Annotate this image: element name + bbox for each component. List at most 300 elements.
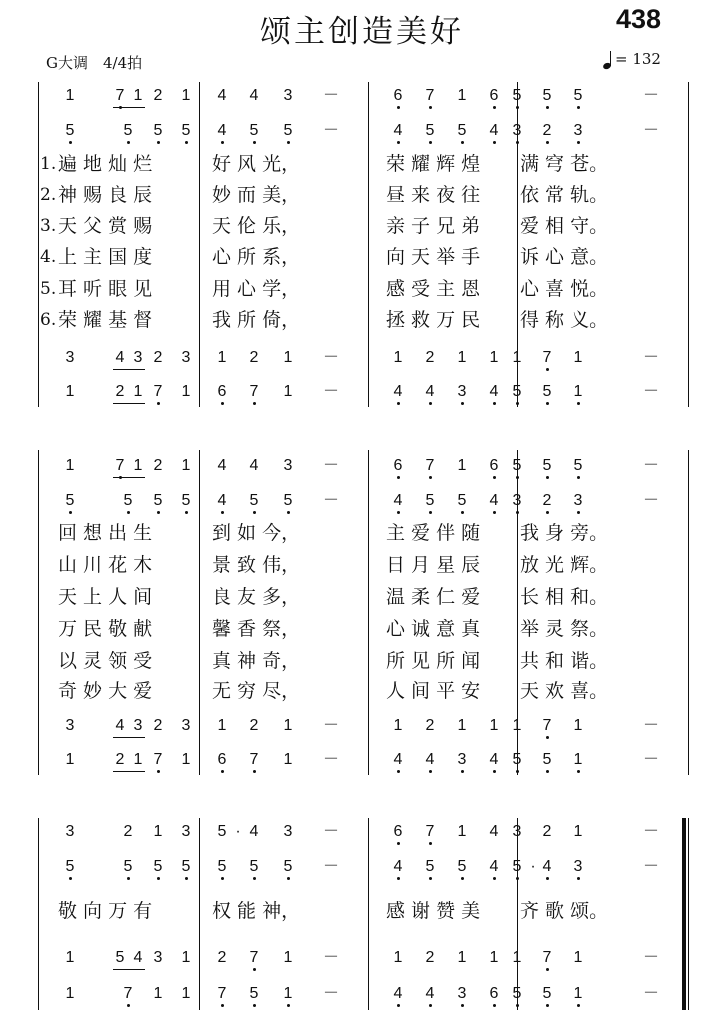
octave-dot-low: [69, 877, 72, 880]
note-number: 2: [115, 751, 125, 768]
note-number: 7: [540, 718, 554, 734]
note-number: 4: [391, 384, 405, 400]
octave-dot-low: [157, 402, 160, 405]
lyric-phrase: 天 欢 喜。: [520, 680, 609, 702]
note-number: 7: [247, 384, 261, 400]
note-number: 5: [63, 859, 77, 875]
note-number: 4: [115, 717, 125, 734]
bar-line: [517, 818, 518, 1010]
octave-dot-low: [397, 106, 400, 109]
verse-number: 4.: [40, 247, 57, 267]
note-number: 3: [133, 349, 143, 366]
dash-extension: －: [323, 87, 340, 104]
dash-extension: －: [643, 985, 660, 1002]
note-number: 5: [540, 88, 554, 104]
note-number: 5: [423, 123, 437, 139]
bar-line: [368, 818, 369, 1010]
octave-dot-low: [429, 842, 432, 845]
note-number: 1: [283, 949, 293, 966]
note-number: 7: [540, 950, 554, 966]
note-number: 1: [512, 349, 522, 366]
note-number: 1: [283, 383, 293, 400]
note-number: 5: [215, 859, 229, 875]
lyric-phrase: 我 身 旁。: [520, 522, 609, 544]
final-bar-line: [682, 818, 686, 1010]
note-number: 1: [457, 349, 467, 366]
octave-dot-low: [127, 141, 130, 144]
note-number: 4: [489, 823, 499, 840]
note-number: 1: [283, 717, 293, 734]
octave-dot-low: [516, 106, 519, 109]
octave-dot-low: [429, 402, 432, 405]
note-number: 3: [455, 752, 469, 768]
note-number: 3: [181, 717, 191, 734]
note-number: 5: [179, 123, 193, 139]
lyric-phrase: 万 民 敬 献: [58, 618, 153, 640]
note-number: 2: [425, 717, 435, 734]
note-number: 5: [151, 123, 165, 139]
bar-line: [199, 818, 200, 1010]
lyric-phrase: 举 灵 祭。: [520, 618, 609, 640]
note-number: 5: [247, 986, 261, 1002]
octave-dot-low: [287, 511, 290, 514]
note-number: 1: [393, 349, 403, 366]
octave-dot-low: [397, 141, 400, 144]
octave-dot-low: [253, 1004, 256, 1007]
dash-extension: －: [323, 457, 340, 474]
dash-extension: －: [323, 985, 340, 1002]
note-number: 1: [153, 823, 163, 840]
note-number: 1: [393, 717, 403, 734]
note-number: 1: [457, 457, 467, 474]
dash-extension: －: [643, 717, 660, 734]
dash-extension: －: [323, 823, 340, 840]
eighth-underline: [113, 477, 145, 478]
octave-dot-low: [516, 402, 519, 405]
note-number: 1: [133, 457, 143, 474]
octave-dot-low: [397, 770, 400, 773]
verse-number: 1.: [40, 154, 57, 174]
lyric-phrase: 人 间 平 安: [386, 680, 481, 702]
octave-dot-low: [546, 968, 549, 971]
octave-dot-low: [577, 770, 580, 773]
note-number: 1: [153, 985, 163, 1002]
lyric-phrase: 向 天 举 手: [386, 246, 481, 268]
note-number: 5: [281, 859, 295, 875]
octave-dot-low: [461, 141, 464, 144]
note-number: 5: [151, 859, 165, 875]
octave-dot-low: [493, 511, 496, 514]
octave-dot-low: [157, 770, 160, 773]
octave-dot-low: [493, 476, 496, 479]
note-number: 6: [487, 986, 501, 1002]
dash-extension: －: [643, 457, 660, 474]
octave-dot-low: [253, 877, 256, 880]
octave-dot-low: [253, 968, 256, 971]
note-number: 3: [510, 123, 524, 139]
lyric-phrase: 真 神 奇，: [212, 650, 301, 672]
lyric-phrase: 到 如 今，: [212, 522, 301, 544]
note-number: 2: [542, 823, 552, 840]
note-number: 2: [153, 457, 163, 474]
bar-line: [38, 82, 39, 407]
note-number: 2: [153, 717, 163, 734]
lyric-phrase: 神 赐 良 辰: [58, 184, 153, 206]
note-number: 1: [65, 985, 75, 1002]
note-number: 1: [181, 383, 191, 400]
note-number: 3: [181, 349, 191, 366]
octave-dot-low: [69, 141, 72, 144]
octave-dot-low: [429, 511, 432, 514]
note-number: 1: [489, 717, 499, 734]
note-number: 1: [457, 87, 467, 104]
note-number: 1: [181, 751, 191, 768]
verse-number: 6.: [40, 310, 57, 330]
octave-dot-low: [516, 141, 519, 144]
dash-extension: －: [643, 349, 660, 366]
note-number: 6: [391, 88, 405, 104]
note-number: 1: [489, 949, 499, 966]
octave-dot-low: [185, 511, 188, 514]
note-number: 4: [487, 384, 501, 400]
octave-dot-low: [546, 368, 549, 371]
note-number: 5: [540, 458, 554, 474]
lyric-phrase: 得 称 义。: [520, 309, 609, 331]
note-number: 5: [540, 752, 554, 768]
note-number: 4: [391, 752, 405, 768]
note-number: 6: [487, 88, 501, 104]
note-number: 2: [249, 717, 259, 734]
octave-dot-low: [546, 511, 549, 514]
octave-dot-low: [221, 1004, 224, 1007]
note-number: 3: [283, 87, 293, 104]
octave-dot-low: [429, 1004, 432, 1007]
note-number: 4: [487, 123, 501, 139]
note-number: 1: [181, 457, 191, 474]
note-number: 5: [281, 493, 295, 509]
lyric-phrase: 权 能 神，: [212, 900, 301, 922]
note-number: 4: [249, 87, 259, 104]
lyric-phrase: 天 父 赏 赐: [58, 215, 153, 237]
bar-line: [199, 82, 200, 407]
octave-dot-low: [157, 511, 160, 514]
note-number: 6: [391, 458, 405, 474]
note-number: 5: [510, 752, 524, 768]
dash-extension: －: [323, 717, 340, 734]
note-number: 7: [151, 752, 165, 768]
note-number: 1: [571, 986, 585, 1002]
note-number: 4: [249, 823, 259, 840]
octave-dot-low: [429, 877, 432, 880]
octave-dot-low: [461, 1004, 464, 1007]
note-number: 4: [423, 752, 437, 768]
octave-dot-low: [397, 511, 400, 514]
note-number: 5: [247, 859, 261, 875]
octave-dot-low: [577, 402, 580, 405]
note-number: 1: [133, 383, 143, 400]
bar-line: [38, 818, 39, 1010]
lyric-phrase: 我 所 倚，: [212, 309, 301, 331]
note-number: 3: [571, 493, 585, 509]
note-number: 5: [121, 123, 135, 139]
lyric-phrase: 长 相 和。: [520, 586, 609, 608]
octave-dot-low: [461, 877, 464, 880]
lyric-phrase: 敬 向 万 有: [58, 900, 153, 922]
note-number: 2: [153, 349, 163, 366]
octave-dot-low: [287, 141, 290, 144]
note-number: 5: [281, 123, 295, 139]
note-number: 1: [65, 87, 75, 104]
lyric-phrase: 妙 而 美，: [212, 184, 301, 206]
note-number: 1: [217, 349, 227, 366]
verse-number: 2.: [40, 185, 57, 205]
octave-dot-low: [221, 770, 224, 773]
octave-dot-low: [546, 1004, 549, 1007]
lyric-phrase: 耳 听 眼 见: [58, 278, 153, 300]
octave-dot-low: [546, 770, 549, 773]
note-number: 1: [283, 349, 293, 366]
note-number: 5: [179, 493, 193, 509]
lyric-phrase: 无 穷 尽，: [212, 680, 301, 702]
note-number: 6: [487, 458, 501, 474]
lyric-phrase: 遍 地 灿 烂: [58, 153, 153, 175]
dash-extension: －: [643, 858, 660, 875]
note-number: 5: [247, 493, 261, 509]
note-number: 4: [391, 123, 405, 139]
note-number: 5: [151, 493, 165, 509]
octave-dot-low: [157, 877, 160, 880]
octave-dot-low: [397, 842, 400, 845]
note-number: 5: [115, 949, 125, 966]
octave-dot-low: [221, 141, 224, 144]
note-number: 2: [217, 949, 227, 966]
note-number: 7: [113, 88, 127, 104]
quarter-note-icon: [603, 51, 615, 69]
eighth-underline: [113, 403, 145, 404]
note-number: 1: [571, 384, 585, 400]
note-number: 3: [455, 986, 469, 1002]
lyric-phrase: 奇 妙 大 爱: [58, 680, 153, 702]
note-number: 4: [487, 859, 501, 875]
octave-dot-low: [397, 402, 400, 405]
octave-dot-low: [546, 476, 549, 479]
note-number: 4: [391, 493, 405, 509]
dash-extension: －: [643, 122, 660, 139]
octave-dot-low: [185, 877, 188, 880]
note-number: 1: [573, 717, 583, 734]
dash-extension: －: [323, 492, 340, 509]
note-number: 5: [121, 859, 135, 875]
lyric-phrase: 感 受 主 恩: [386, 278, 481, 300]
note-number: 1: [393, 949, 403, 966]
bar-line: [688, 450, 689, 775]
note-number: 1: [457, 823, 467, 840]
octave-dot-low: [185, 141, 188, 144]
eighth-underline: [113, 771, 145, 772]
dash-extension: －: [323, 949, 340, 966]
note-number: 1: [65, 751, 75, 768]
octave-dot-low: [429, 770, 432, 773]
note-number: 1: [65, 949, 75, 966]
note-number: 5: [510, 458, 524, 474]
bar-line: [38, 450, 39, 775]
octave-dot-low: [253, 402, 256, 405]
note-number: 4: [249, 457, 259, 474]
dash-extension: －: [643, 949, 660, 966]
lyric-phrase: 天 上 人 间: [58, 586, 153, 608]
note-number: 3: [133, 717, 143, 734]
lyric-phrase: 亲 子 兄 弟: [386, 215, 481, 237]
note-number: 1: [573, 823, 583, 840]
note-number: 5: [510, 859, 524, 875]
note-number: 5: [247, 123, 261, 139]
octave-dot-low: [397, 877, 400, 880]
octave-dot-low: [429, 106, 432, 109]
note-number: 3: [65, 349, 75, 366]
lyric-phrase: 放 光 辉。: [520, 554, 609, 576]
note-number: 4: [133, 949, 143, 966]
lyric-phrase: 上 主 国 度: [58, 246, 153, 268]
lyric-phrase: 心 所 系，: [212, 246, 301, 268]
octave-dot-low: [253, 770, 256, 773]
lyric-phrase: 拯 救 万 民: [386, 309, 481, 331]
octave-dot-low: [546, 141, 549, 144]
note-number: 1: [281, 986, 295, 1002]
octave-dot-low: [546, 106, 549, 109]
lyric-phrase: 爱 相 守。: [520, 215, 609, 237]
octave-dot-low: [127, 511, 130, 514]
octave-dot-low: [577, 106, 580, 109]
note-number: 6: [215, 384, 229, 400]
note-number: 1: [65, 457, 75, 474]
note-number: 2: [540, 123, 554, 139]
note-number: 3: [181, 823, 191, 840]
note-number: 6: [391, 824, 405, 840]
eighth-underline: [113, 737, 145, 738]
note-number: 3: [571, 859, 585, 875]
lyric-phrase: 依 常 轨。: [520, 184, 609, 206]
lyric-phrase: 日 月 星 辰: [386, 554, 481, 576]
lyric-phrase: 以 灵 领 受: [58, 650, 153, 672]
lyric-phrase: 回 想 出 生: [58, 522, 153, 544]
note-number: 4: [487, 752, 501, 768]
bar-line: [199, 450, 200, 775]
note-number: 2: [540, 493, 554, 509]
octave-dot-low: [253, 141, 256, 144]
note-number: 3: [571, 123, 585, 139]
note-number: 5: [510, 986, 524, 1002]
octave-dot-low: [287, 877, 290, 880]
lyric-phrase: 满 穹 苍。: [520, 153, 609, 175]
dash-extension: －: [643, 823, 660, 840]
octave-dot-low: [461, 511, 464, 514]
note-number: 1: [573, 949, 583, 966]
octave-dot-low: [157, 141, 160, 144]
dash-extension: －: [643, 492, 660, 509]
note-number: 7: [151, 384, 165, 400]
verse-number: 3.: [40, 216, 57, 236]
octave-dot-low: [253, 511, 256, 514]
note-number: 4: [391, 859, 405, 875]
dash-extension: －: [643, 383, 660, 400]
dash-extension: －: [323, 858, 340, 875]
note-number: 4: [423, 986, 437, 1002]
augmentation-dot: ·: [530, 858, 536, 875]
octave-dot-low: [546, 402, 549, 405]
dash-extension: －: [323, 751, 340, 768]
dash-extension: －: [643, 87, 660, 104]
lyric-phrase: 荣 耀 基 督: [58, 309, 153, 331]
note-number: 7: [121, 986, 135, 1002]
lyric-phrase: 用 心 学，: [212, 278, 301, 300]
note-number: 7: [423, 88, 437, 104]
octave-dot-low: [493, 402, 496, 405]
octave-dot-low: [493, 877, 496, 880]
note-number: 5: [510, 88, 524, 104]
octave-dot-low: [516, 476, 519, 479]
lyric-phrase: 齐 歌 颂。: [520, 900, 609, 922]
dash-extension: －: [643, 751, 660, 768]
octave-dot-low: [546, 736, 549, 739]
octave-dot-low: [577, 141, 580, 144]
note-number: 1: [133, 751, 143, 768]
note-number: 5: [571, 88, 585, 104]
octave-dot-low: [221, 402, 224, 405]
lyric-phrase: 荣 耀 辉 煌: [386, 153, 481, 175]
octave-dot-low: [493, 106, 496, 109]
note-number: 5: [455, 859, 469, 875]
lyric-phrase: 感 谢 赞 美: [386, 900, 481, 922]
octave-dot-low: [287, 1004, 290, 1007]
lyric-phrase: 好 风 光，: [212, 153, 301, 175]
verse-number: 5.: [40, 279, 57, 299]
lyric-phrase: 共 和 谐。: [520, 650, 609, 672]
note-number: 2: [153, 87, 163, 104]
note-number: 1: [181, 985, 191, 1002]
note-number: 3: [455, 384, 469, 400]
lyric-phrase: 所 见 所 闻: [386, 650, 481, 672]
lyric-phrase: 主 爱 伴 随: [386, 522, 481, 544]
note-number: 5: [540, 986, 554, 1002]
tempo-value: = 132: [615, 50, 661, 68]
lyric-phrase: 温 柔 仁 爱: [386, 586, 481, 608]
bar-line: [688, 818, 689, 1010]
note-number: 1: [217, 717, 227, 734]
note-number: 5: [179, 859, 193, 875]
dash-extension: －: [323, 122, 340, 139]
note-number: 2: [123, 823, 133, 840]
note-number: 7: [247, 950, 261, 966]
note-number: 1: [512, 717, 522, 734]
eighth-underline: [113, 969, 145, 970]
note-number: 5: [63, 493, 77, 509]
note-number: 4: [540, 859, 554, 875]
dash-extension: －: [323, 349, 340, 366]
octave-dot-low: [461, 402, 464, 405]
note-number: 1: [571, 752, 585, 768]
lyric-phrase: 心 诚 意 真: [386, 618, 481, 640]
octave-dot-low: [69, 511, 72, 514]
octave-dot-low: [546, 877, 549, 880]
note-number: 4: [391, 986, 405, 1002]
lyric-phrase: 诉 心 意。: [520, 246, 609, 268]
note-number: 7: [215, 986, 229, 1002]
bar-line: [688, 82, 689, 407]
note-number: 3: [283, 457, 293, 474]
tempo-marking: [603, 50, 661, 69]
note-number: 7: [423, 824, 437, 840]
hymn-title: 颂主创造美好: [260, 14, 464, 50]
